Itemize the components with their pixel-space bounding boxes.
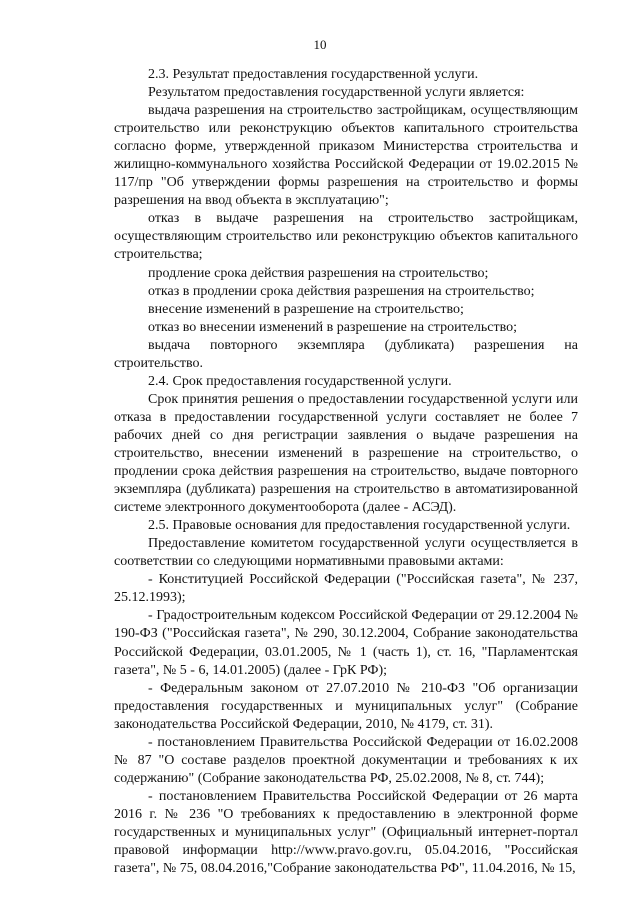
legal-act-item: - постановлением Правительства Российской Федерации от 16.02.2008 № 87 "О составе разделов проектной документации и требованиях к их содержанию" (Собрание законодательства РФ, 25.02.2008, № 8, ст. 744); <box>114 734 578 786</box>
list-item: отказ в продлении срока действия разрешения на строительство; <box>148 283 535 299</box>
legal-act-item: - Градостроительным кодексом Российской Федерации от 29.12.2004 № 190-ФЗ ("Российская газета", № 290, 30.12.2004, Собрание законодательства Российской Федерации, 03.01.2005, № 1 (часть 1), ст. 16, "Парламентская газета", № 5 - 6, 14.01.2005) (далее - ГрК РФ); <box>114 608 578 678</box>
section-heading-2-3: 2.3. Результат предоставления государственной услуги. <box>148 67 479 82</box>
legal-act-item: - постановлением Правительства Российской Федерации от 26 марта 2016 г. № 236 "О требованиях к предоставлению в электронной форме государственных и муниципальных услуг" (Официальный интернет-портал правовой информации http://www.pravo.gov.ru, 05.04.2016, "Российская газета", № 75, 08.04.2016,"Собрание законодательства РФ", 11.04.2016, № 15, <box>114 788 578 877</box>
list-item: продление срока действия разрешения на строительство; <box>148 265 489 281</box>
legal-act-item: - Конституцией Российской Федерации ("Российская газета", № 237, 25.12.1993); <box>114 572 578 606</box>
list-item: выдача повторного экземпляра (дубликата) разрешения на строительство. <box>114 337 578 371</box>
page-number: 10 <box>313 37 327 52</box>
paragraph: Предоставление комитетом государственной услуги осуществляется в соответствии со следующими нормативными правовыми актами: <box>114 536 578 570</box>
list-item: отказ в выдаче разрешения на строительство застройщикам, осуществляющим строительство или реконструкцию объектов капитального строительства; <box>114 211 578 263</box>
list-item: внесение изменений в разрешение на строительство; <box>148 301 464 317</box>
section-heading-2-4: 2.4. Срок предоставления государственной услуги. <box>148 373 452 389</box>
section-heading-2-5: 2.5. Правовые основания для предоставления государственной услуги. <box>148 518 571 534</box>
list-item: выдача разрешения на строительство застройщикам, осуществляющим строительство или реконструкцию объектов капитального строительства согласно форме, утвержденной приказом Министерства строительства и жилищно-коммунального хозяйства Российской Федерации от 19.02.2015 № 117/пр "Об утверждении формы разрешения на строительство и формы разрешения на ввод объекта в эксплуатацию"; <box>114 103 578 209</box>
legal-act-item: - Федеральным законом от 27.07.2010 № 210-ФЗ "Об организации предоставления государственных и муниципальных услуг" (Собрание законодательства Российской Федерации, 2010, № 4179, ст. 31). <box>114 680 578 732</box>
list-item: отказ во внесении изменений в разрешение на строительство; <box>148 319 518 335</box>
paragraph: Срок принятия решения о предоставлении государственной услуги или отказа в предоставлении государственной услуги составляет не более 7 рабочих дней со дня регистрации заявления о выдаче разрешения на строительство, внесении изменений в разрешение на строительство, о продлении срока действия разрешения на строительство, выдаче повторного экземпляра (дубликата) разрешения на строительство в автоматизированной системе электронного документооборота (далее - АСЭД). <box>114 391 578 516</box>
paragraph: Результатом предоставления государственной услуги является: <box>148 85 525 101</box>
document-body <box>114 66 578 878</box>
